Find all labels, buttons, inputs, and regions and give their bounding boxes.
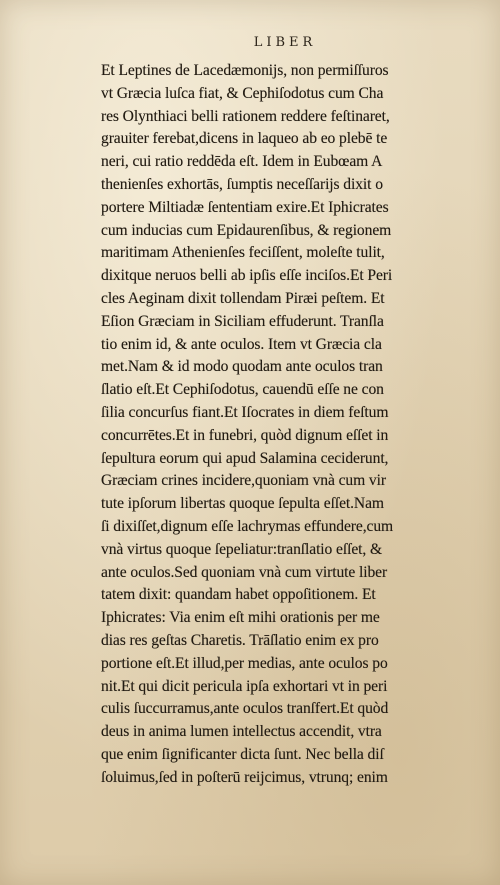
text-line: cum inducias cum Epidaurenſibus, & regionem bbox=[101, 221, 392, 239]
text-line: deus in anima lumen intellectus accendit, vtra bbox=[101, 723, 382, 741]
text-line: ſoluimus,ſed in poſterū reijcimus, vtrunq; enim bbox=[101, 768, 388, 786]
text-line: Græciam crines incidere,quoniam vnà cum vir bbox=[101, 472, 386, 490]
text-line: que enim ſignificanter dicta ſunt. Nec bella diſ bbox=[101, 745, 384, 763]
text-line: Eſion Græciam in Siciliam effuderunt. Tranſla bbox=[101, 312, 384, 330]
text-block bbox=[101, 60, 471, 790]
text-line: dias res geſtas Charetis. Trāſlatio enim ex pro bbox=[101, 631, 379, 649]
text-line: thenienſes exhortās, ſumptis neceſſarijs dixit o bbox=[101, 175, 383, 193]
text-line: tio enim id, & ante oculos. Item vt Græcia cla bbox=[101, 335, 382, 353]
text-line: ſepultura eorum qui apud Salamina ceciderunt, bbox=[101, 449, 389, 467]
text-line: vt Græcia luſca fiat, & Cephiſodotus cum Cha bbox=[101, 84, 384, 102]
text-line: ſlatio eſt.Et Cephiſodotus, cauendū eſſe ne con bbox=[101, 381, 384, 399]
text-line: maritimam Athenienſes feciſſent, moleſte tulit, bbox=[101, 244, 385, 262]
text-line: Et Leptines de Lacedæmonijs, non permiſſuros bbox=[101, 62, 389, 79]
text-line: cles Aeginam dixit tollendam Piræi peſtem. Et bbox=[101, 289, 385, 307]
text-line: ſi dixiſſet,dignum eſſe lachrymas effundere,cum bbox=[101, 517, 394, 535]
text-line: portere Miltiadæ ſententiam exire.Et Iphicrates bbox=[101, 198, 389, 216]
text-line: nit.Et qui dicit pericula ipſa exhortari vt in peri bbox=[101, 677, 388, 695]
text-line: culis ſuccurramus,ante oculos tranſfert.Et quòd bbox=[101, 700, 389, 718]
text-line: met.Nam & id modo quodam ante oculos tran bbox=[101, 358, 383, 376]
text-line: grauiter ferebat,dicens in laqueo ab eo plebē te bbox=[101, 130, 388, 148]
running-head-title: LIBER bbox=[253, 35, 317, 50]
text-line: res Olynthiaci belli rationem reddere feſtinaret, bbox=[101, 107, 390, 125]
text-line: ſilia concurſus fiant.Et Iſocrates in diem feſtum bbox=[101, 403, 389, 421]
text-line: Iphicrates: Via enim eſt mihi orationis per me bbox=[101, 609, 380, 627]
text-line: tatem dixit: quandam habet oppoſitionem. Et bbox=[101, 586, 376, 604]
text-line: neri, cui ratio reddēda eſt. Idem in Eubœam A bbox=[101, 153, 383, 171]
running-head bbox=[0, 35, 500, 50]
text-line: tute ipſorum libertas quoque ſepulta eſſet.Nam bbox=[101, 495, 384, 513]
text-line: concurrētes.Et in funebri, quòd dignum eſſet in bbox=[101, 426, 389, 444]
text-line: dixitque neruos belli ab ipſis eſſe inciſos.Et Peri bbox=[101, 267, 393, 285]
text-line: portione eſt.Et illud,per medias, ante oculos po bbox=[101, 654, 388, 672]
text-line: ante oculos.Sed quoniam vnà cum virtute liber bbox=[101, 563, 388, 581]
text-line: vnà virtus quoque ſepeliatur:tranſlatio eſſet, & bbox=[101, 540, 383, 558]
